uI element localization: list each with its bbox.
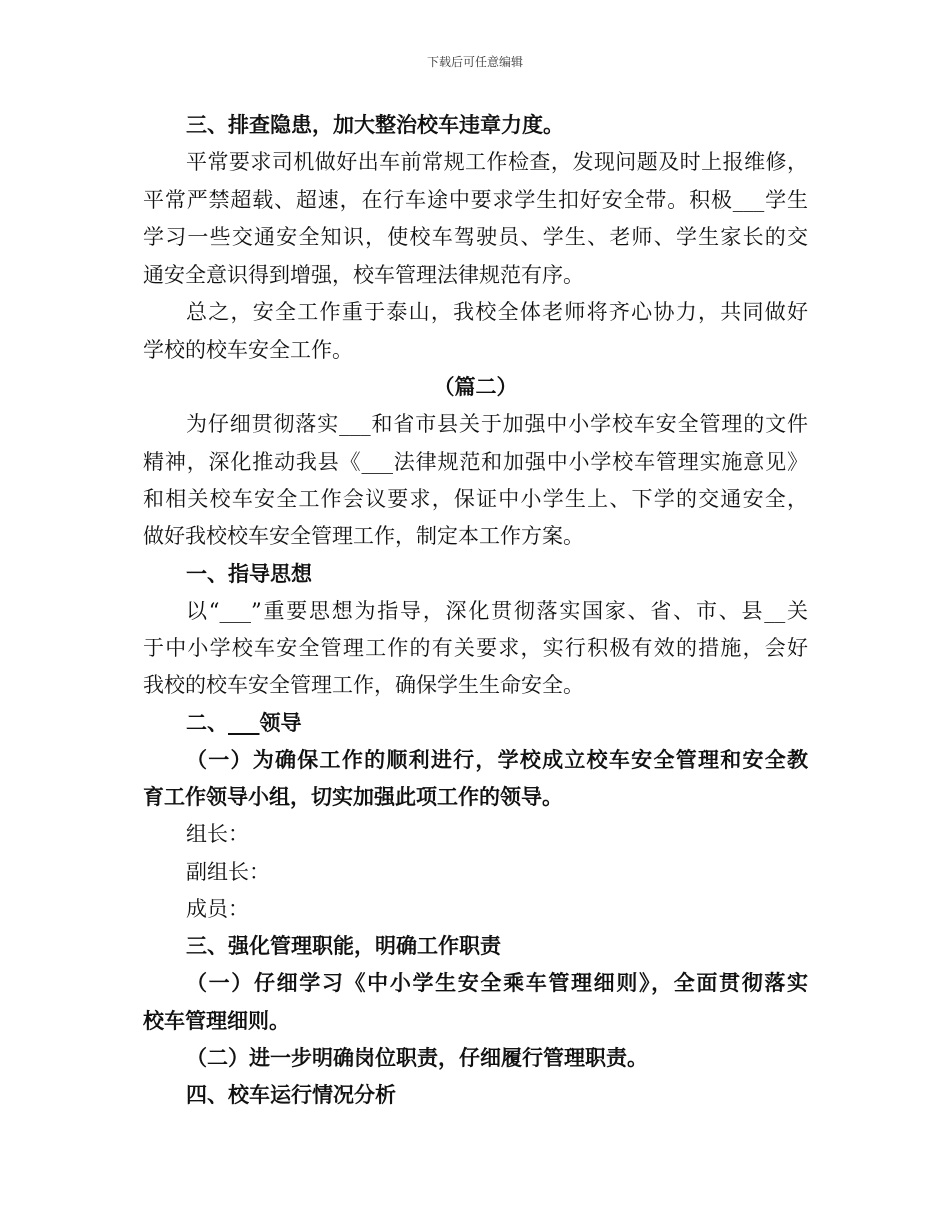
section-heading: 二、___领导 [186,710,302,735]
paragraph-line: 通安全意识得到增强，校车管理法律规范有序。 [143,263,584,287]
paragraph-line: 精神，深化推动我县《___法律规范和加强中小学校车管理实施意见》 [143,450,808,474]
paragraph-line: 和相关校车安全工作会议要求，保证中小学生上、下学的交通安全， [143,487,808,511]
paragraph-line: （一）仔细学习《中小学生安全乘车管理细则》，全面贯彻落实 [186,970,808,995]
section-heading: 三、强化管理职能，明确工作职责 [186,933,501,958]
paragraph-line: 育工作领导小组，切实加强此项工作的领导。 [143,784,563,809]
paragraph-line: 做好我校校车安全管理工作，制定本工作方案。 [143,524,584,548]
paragraph-line: 学习一些交通安全知识，使校车驾驶员、学生、老师、学生家长的交 [143,225,808,249]
paragraph-line: 校车管理细则。 [143,1008,290,1033]
role-label: 成员： [186,897,249,921]
section-heading: 三、排查隐患，加大整治校车违章力度。 [186,112,564,137]
paragraph-line: 于中小学校车安全管理工作的有关要求，实行积极有效的措施，会好 [143,636,808,660]
section-heading: 四、校车运行情况分析 [186,1082,396,1107]
paragraph-line: 我校的校车安全管理工作，确保学生生命安全。 [143,673,584,697]
paragraph-line: （二）进一步明确岗位职责，仔细履行管理职责。 [186,1045,648,1070]
page-header: 下载后可任意编辑 [426,55,523,69]
paragraph-line: 平常要求司机做好出车前常规工作检查，发现问题及时上报维修， [186,150,808,174]
paragraph-line: 学校的校车安全工作。 [143,338,353,362]
part-title: （篇二） [433,374,518,399]
paragraph-line: （一）为确保工作的顺利进行，学校成立校车安全管理和安全教 [186,747,808,772]
section-heading: 一、指导思想 [186,561,312,586]
paragraph-line: 以“___”重要思想为指导，深化贯彻落实国家、省、市、县__关 [186,599,808,623]
paragraph-line: 为仔细贯彻落实___和省市县关于加强中小学校车安全管理的文件 [186,412,808,436]
paragraph-line: 总之，安全工作重于泰山，我校全体老师将齐心协力，共同做好 [186,300,808,324]
role-label: 组长： [186,822,249,846]
role-label: 副组长： [186,860,270,884]
paragraph-line: 平常严禁超载、超速，在行车途中要求学生扣好安全带。积极___学生 [143,188,808,212]
